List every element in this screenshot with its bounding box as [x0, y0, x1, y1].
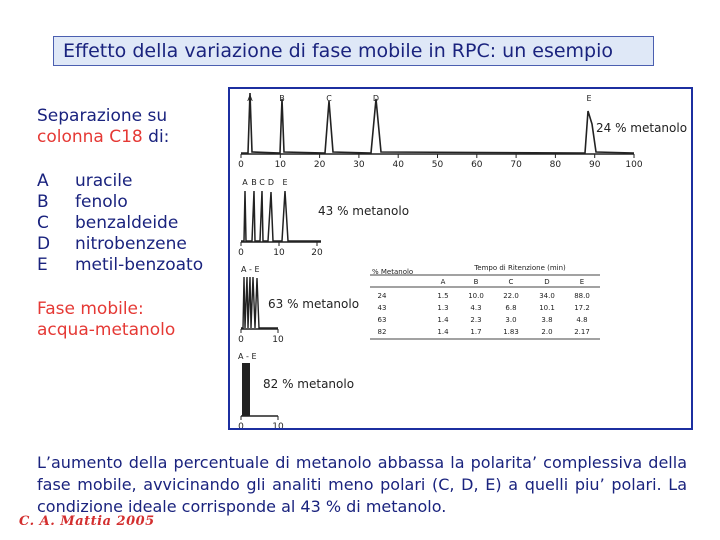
- peak-label: D: [267, 178, 275, 187]
- peak-label: A: [242, 178, 248, 187]
- trace-24: [241, 93, 634, 153]
- tick-label: 70: [510, 160, 522, 170]
- table-sub-header: A: [440, 278, 446, 286]
- tick-label: 10: [274, 160, 287, 170]
- table-cell: 34.0: [539, 292, 555, 300]
- tick-label: 50: [431, 160, 444, 170]
- chromatogram-figure: [228, 87, 693, 430]
- table-sub-header: E: [579, 278, 585, 286]
- table-cell: 1.7: [470, 328, 482, 336]
- peak-label: A: [247, 94, 253, 103]
- table-col-header: % Metanolo: [372, 268, 414, 276]
- tick-label: 0: [238, 422, 244, 428]
- chromatogram-24: [238, 93, 687, 170]
- peak-label: B: [251, 178, 257, 187]
- peak-label: C: [259, 178, 265, 187]
- tick-label: 0: [238, 248, 244, 258]
- table-cell: 2.3: [470, 316, 482, 324]
- tick-group-24: [238, 154, 643, 170]
- tick-group-82: [238, 416, 284, 428]
- analyte-letter: A: [37, 171, 49, 191]
- mobile-phase-heading: Fase mobile:: [37, 299, 144, 319]
- conclusion-text: L’aumento della percentuale di metanolo abbassa la polarita’ complessiva della fase mobile, avvicinando gli analiti meno polari (C, D, E) a quelli piu’ polari. La condizione ideale corrisponde al 43 % di metanolo.: [37, 453, 687, 516]
- tick-label: 10: [273, 248, 285, 258]
- table-cell: 3.0: [505, 316, 517, 324]
- table-cell: 1.3: [437, 304, 449, 312]
- tick-label: 40: [392, 160, 404, 170]
- tick-label: 10: [272, 335, 284, 345]
- peak-labels-24: [247, 94, 591, 103]
- table-cell-methanol: 63: [377, 316, 387, 324]
- analyte-letter: B: [37, 192, 49, 212]
- tick-label: 60: [471, 160, 483, 170]
- peak-block-82: [242, 363, 250, 416]
- trace-43: [241, 191, 321, 241]
- tick-label: 20: [311, 248, 323, 258]
- tick-label: 0: [238, 160, 244, 170]
- tick-label: 10: [272, 422, 284, 428]
- table-cell: 1.83: [503, 328, 519, 336]
- table-sub-header: D: [544, 278, 550, 286]
- retention-time-table: [370, 264, 600, 339]
- column-line: [37, 127, 169, 148]
- table-cell: 10.0: [468, 292, 484, 300]
- tick-label: 90: [588, 160, 601, 170]
- table-cell: 88.0: [574, 292, 590, 300]
- table-sub-header: B: [473, 278, 479, 286]
- analyte-name: fenolo: [75, 192, 128, 212]
- table-group-header: Tempo di Ritenzione (min): [474, 264, 566, 272]
- table-cell: 2.0: [541, 328, 553, 336]
- label-82: 82 % metanolo: [263, 377, 355, 391]
- tick-label: 80: [549, 160, 562, 170]
- tick-label: 30: [353, 160, 365, 170]
- analyte-name: nitrobenzene: [75, 234, 187, 254]
- table-cell: 10.1: [539, 304, 555, 312]
- table-cell-methanol: 82: [377, 328, 387, 336]
- title-banner: [53, 36, 654, 66]
- table-cell: 1.4: [437, 316, 449, 324]
- table-cell: 2.17: [574, 328, 590, 336]
- peak-label: E: [586, 94, 592, 103]
- slide-title: Effetto della variazione di fase mobile in RPC: un esempio: [63, 40, 614, 62]
- mobile-phase-value: acqua-metanolo: [37, 320, 176, 340]
- analyte-letter: D: [37, 234, 51, 254]
- peak-label: B: [279, 94, 285, 103]
- tick-group-63: [238, 329, 284, 345]
- analyte-name: metil-benzoato: [75, 255, 204, 275]
- tick-label: 20: [313, 160, 326, 170]
- table-cell: 3.8: [541, 316, 553, 324]
- peak-group-82: A - E: [238, 352, 257, 361]
- peak-group-63: A - E: [241, 265, 260, 274]
- table-cell-methanol: 43: [377, 304, 387, 312]
- column-tail: di:: [142, 127, 170, 147]
- author-signature: C. A. Mattia 2005: [19, 514, 155, 529]
- chromatogram-43: [238, 178, 409, 258]
- analyte-letter: C: [37, 213, 49, 233]
- table-cell-methanol: 24: [377, 292, 387, 300]
- table-cell: 4.8: [576, 316, 588, 324]
- chromatogram-svg: [230, 89, 691, 428]
- table-sub-header: C: [508, 278, 514, 286]
- chromatogram-82: [238, 352, 354, 428]
- table-cell: 17.2: [574, 304, 590, 312]
- analyte-letter: E: [37, 255, 48, 275]
- tick-label: 0: [238, 335, 244, 345]
- analyte-name: benzaldeide: [75, 213, 179, 233]
- peak-labels-43: [242, 178, 287, 187]
- analyte-name: uracile: [75, 171, 133, 191]
- table-cell: 1.4: [437, 328, 449, 336]
- table-cell: 4.3: [470, 304, 482, 312]
- label-43: 43 % metanolo: [318, 204, 410, 218]
- peak-label: E: [282, 178, 288, 187]
- table-cell: 22.0: [503, 292, 519, 300]
- peak-label: C: [326, 94, 332, 103]
- separation-heading: Separazione su: [37, 106, 168, 126]
- chromatogram-63: [238, 265, 359, 345]
- table-cell: 6.8: [505, 304, 517, 312]
- label-24: 24 % metanolo: [596, 121, 688, 135]
- peak-label: D: [372, 94, 380, 103]
- column-name: colonna C18: [37, 127, 143, 147]
- tick-label: 100: [625, 160, 643, 170]
- table-cell: 1.5: [437, 292, 449, 300]
- label-63: 63 % metanolo: [268, 297, 360, 311]
- tick-group-43: [238, 242, 323, 258]
